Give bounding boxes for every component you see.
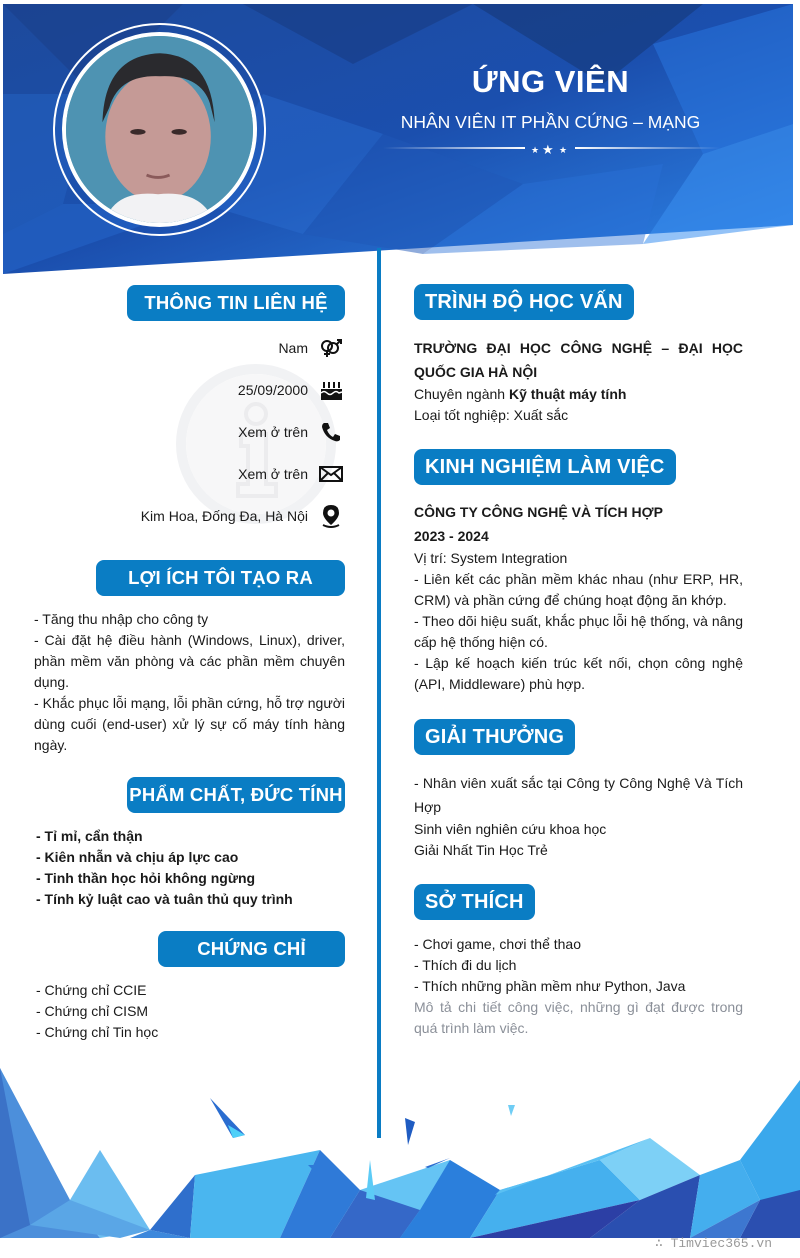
quality-item: - Tỉ mỉ, cẩn thận	[36, 828, 143, 844]
job-title: NHÂN VIÊN IT PHẦN CỨNG – MẠNG	[400, 112, 701, 132]
star-divider-icon	[383, 140, 723, 156]
award-item: Giải Nhất Tin Học Trẻ	[414, 842, 548, 858]
award-item: Sinh viên nghiên cứu khoa học	[414, 821, 607, 837]
birthday-cake-icon	[318, 377, 344, 403]
benefit-item: - Cài đặt hệ điều hành (Windows, Linux), driver, phần mềm văn phòng và các phần mềm chuyên dụng.	[34, 632, 345, 690]
hobbies-placeholder-text: Mô tả chi tiết công việc, những gì đạt được trong quá trình làm việc.	[414, 999, 743, 1036]
polygon-footer-art	[0, 1050, 800, 1238]
certificates-heading: CHỨNG CHỈ	[158, 931, 345, 967]
contact-row-address	[141, 503, 344, 529]
column-divider	[377, 248, 381, 1138]
hobby-item: - Thích đi du lịch	[414, 957, 517, 973]
work-period: 2023 - 2024	[414, 528, 489, 544]
certificate-item: - Chứng chỉ CISM	[36, 1003, 149, 1019]
hobby-item: - Chơi game, chơi thể thao	[414, 936, 581, 952]
birthday-value: 25/09/2000	[237, 382, 308, 398]
qualities-heading: PHẨM CHẤT, ĐỨC TÍNH	[127, 777, 345, 813]
gender-value: Nam	[278, 340, 308, 356]
experience-heading: KINH NGHIỆM LÀM VIỆC	[414, 449, 676, 485]
experience-block	[414, 500, 743, 695]
certificate-item: - Chứng chỉ Tin học	[36, 1024, 159, 1040]
major-value: Kỹ thuật máy tính	[508, 386, 627, 402]
quality-item: - Tinh thần học hỏi không ngừng	[36, 870, 256, 886]
svg-text:★: ★	[531, 145, 540, 155]
awards-heading: GIẢI THƯỞNG	[414, 719, 575, 755]
work-position: Vị trí: System Integration	[414, 550, 568, 566]
school-name: TRƯỜNG ĐẠI HỌC CÔNG NGHỆ – ĐẠI HỌC QUỐC GIA HÀ NỘI	[414, 340, 743, 380]
graduation-rank: Loại tốt nghiệp: Xuất sắc	[414, 407, 569, 423]
qualities-list	[36, 826, 347, 910]
major-label: Chuyên ngành	[414, 386, 509, 402]
svg-text:★: ★	[542, 142, 554, 156]
benefit-item: - Khắc phục lỗi mạng, lỗi phần cứng, hỗ trợ người dùng cuối (end-user) xử lý sự cố máy tính hàng ngày.	[34, 695, 345, 753]
envelope-icon	[318, 461, 344, 487]
certificates-list	[36, 980, 347, 1043]
email-value: Xem ở trên	[238, 466, 308, 482]
contact-row-phone	[238, 419, 344, 445]
hobby-item: - Thích những phần mềm như Python, Java	[414, 978, 686, 994]
contact-heading: THÔNG TIN LIÊN HỆ	[127, 285, 345, 321]
svg-text:★: ★	[559, 145, 568, 155]
phone-icon	[318, 419, 344, 445]
address-value: Kim Hoa, Đống Đa, Hà Nội	[140, 508, 308, 524]
candidate-name: ỨNG VIÊN	[471, 64, 630, 99]
duty-item: - Lập kế hoạch kiến trúc kết nối, chọn công nghệ (API, Middleware) phù hợp.	[414, 655, 743, 692]
duty-item: - Theo dõi hiệu suất, khắc phục lỗi hệ thống, và nâng cấp hệ thống hiện có.	[414, 613, 743, 650]
hobbies-list	[414, 934, 743, 1039]
benefit-item: - Tăng thu nhập cho công ty	[34, 611, 209, 627]
duty-item: - Liên kết các phần mềm khác nhau (như ERP, HR, CRM) và phần cứng để chúng hoạt động ăn khớp.	[414, 571, 743, 608]
avatar	[62, 32, 257, 227]
avatar-photo	[66, 36, 253, 223]
contact-row-gender	[278, 335, 344, 361]
quality-item: - Kiên nhẫn và chịu áp lực cao	[36, 849, 239, 865]
education-heading: TRÌNH ĐỘ HỌC VẤN	[414, 284, 634, 320]
hobbies-heading: SỞ THÍCH	[414, 884, 535, 920]
certificate-item: - Chứng chỉ CCIE	[36, 982, 147, 998]
company-name: CÔNG TY CÔNG NGHỆ VÀ TÍCH HỢP	[414, 504, 663, 520]
award-item: - Nhân viên xuất sắc tại Công ty Công Nghệ Và Tích Hợp	[414, 775, 743, 815]
benefits-list	[34, 609, 345, 756]
contact-row-email	[238, 461, 344, 487]
major-line	[414, 384, 743, 405]
awards-list	[414, 771, 743, 861]
phone-value: Xem ở trên	[238, 424, 308, 440]
location-pin-icon	[318, 503, 344, 529]
quality-item: - Tính kỷ luật cao và tuân thủ quy trình	[36, 891, 293, 907]
benefits-heading: LỢI ÍCH TÔI TẠO RA	[96, 560, 345, 596]
gender-icon	[318, 335, 344, 361]
education-block	[414, 336, 743, 426]
contact-row-birthday	[238, 377, 344, 403]
source-credit: ∴ Timviec365.vn	[654, 1236, 772, 1251]
